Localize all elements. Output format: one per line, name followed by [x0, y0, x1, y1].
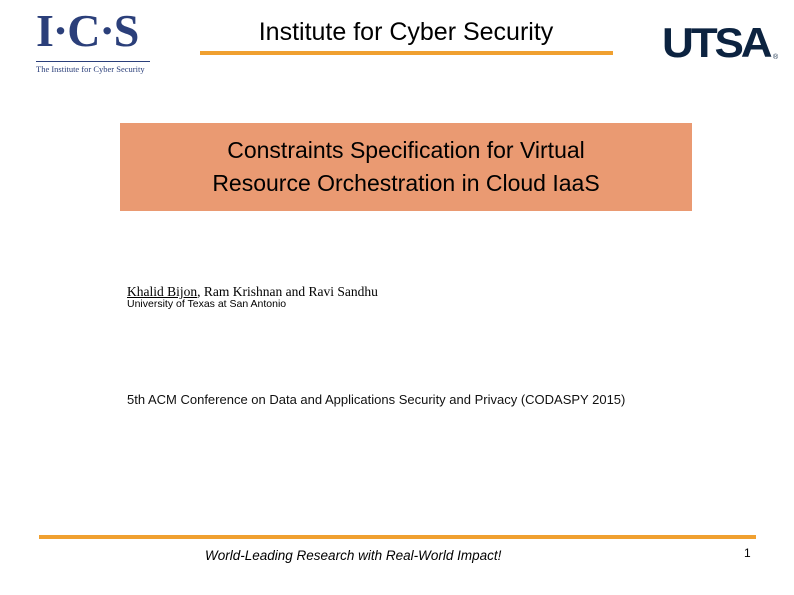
affiliation: University of Texas at San Antonio [127, 298, 287, 310]
author-rest: , Ram Krishnan and Ravi Sandhu [197, 284, 378, 299]
ics-logo [36, 5, 154, 74]
utsa-registered-mark: ® [773, 54, 779, 61]
header-title: Institute for Cyber Security [258, 18, 554, 46]
ics-logo-mark: I·C·S [36, 5, 139, 56]
presentation-title-line-2: Resource Orchestration in Cloud IaaS [212, 170, 600, 196]
conference-name: 5th ACM Conference on Data and Applications Security and Privacy (CODASPY 2015) [127, 392, 626, 407]
page-number: 1 [744, 546, 751, 560]
utsa-logo: UTSA [662, 19, 770, 66]
header-underline [200, 51, 613, 55]
ics-logo-caption: The Institute for Cyber Security [36, 64, 145, 74]
ics-logo-rule [36, 61, 150, 62]
author-first: Khalid Bijon [127, 284, 198, 299]
footer-divider [39, 535, 756, 539]
footer-tagline: World-Leading Research with Real-World Impact! [205, 548, 502, 563]
presentation-title-line-1: Constraints Specification for Virtual [227, 137, 585, 163]
presentation-title-box [120, 123, 692, 211]
